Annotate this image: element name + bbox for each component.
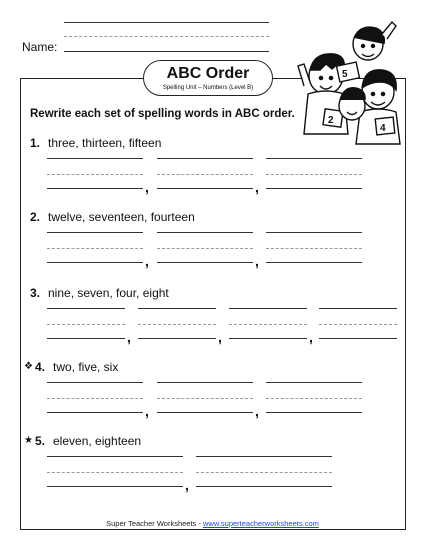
instructions: Rewrite each set of spelling words in ABC order.: [30, 108, 295, 120]
question-words: eleven, eighteen: [53, 434, 142, 448]
name-guide-mid-line: [64, 36, 269, 37]
answer-guide-top: [229, 308, 307, 309]
name-label: Name:: [22, 40, 58, 54]
comma: ,: [145, 179, 149, 195]
comma: ,: [127, 329, 131, 345]
answer-blank[interactable]: [157, 188, 253, 189]
answer-blank[interactable]: [266, 412, 362, 413]
title-block: [143, 60, 273, 96]
answer-blank[interactable]: [266, 262, 362, 263]
answer-guide-top: [266, 158, 362, 159]
comma: ,: [218, 329, 222, 345]
answer-guide-top: [47, 382, 143, 383]
answer-guide-mid: [47, 324, 125, 325]
answer-guide-top: [319, 308, 397, 309]
answer-guide-mid: [157, 398, 253, 399]
footer-link[interactable]: www.superteacherworksheets.com: [202, 519, 319, 528]
comma: ,: [255, 403, 259, 419]
answer-guide-top: [138, 308, 216, 309]
answer-blank[interactable]: [47, 486, 183, 487]
answer-blank[interactable]: [229, 338, 307, 339]
answer-guide-mid: [319, 324, 397, 325]
answer-guide-top: [47, 232, 143, 233]
question-number: 1.: [30, 136, 41, 150]
answer-blank[interactable]: [47, 188, 143, 189]
svg-text:5: 5: [342, 69, 348, 80]
answer-guide-mid: [266, 248, 362, 249]
answer-guide-top: [266, 232, 362, 233]
answer-guide-mid: [229, 324, 307, 325]
answer-guide-mid: [196, 472, 332, 473]
answer-guide-mid: [157, 174, 253, 175]
comma: ,: [255, 253, 259, 269]
answer-guide-mid: [47, 398, 143, 399]
comma: ,: [255, 179, 259, 195]
answer-blank[interactable]: [157, 262, 253, 263]
question-number: 5.: [35, 434, 46, 448]
answer-blank[interactable]: [196, 486, 332, 487]
comma: ,: [309, 329, 313, 345]
answer-blank[interactable]: [319, 338, 397, 339]
answer-blank[interactable]: [157, 412, 253, 413]
page-subtitle: Spelling Unit – Numbers (Level B): [162, 85, 254, 91]
footer: [0, 519, 425, 528]
answer-guide-top: [157, 158, 253, 159]
comma: ,: [185, 477, 189, 493]
answer-guide-top: [47, 308, 125, 309]
answer-guide-mid: [138, 324, 216, 325]
answer-blank[interactable]: [47, 338, 125, 339]
question-number: 3.: [30, 286, 41, 300]
answer-guide-top: [47, 456, 183, 457]
name-field[interactable]: [64, 51, 269, 52]
svg-text:4: 4: [380, 123, 386, 134]
question-words: two, five, six: [53, 360, 119, 374]
answer-guide-mid: [47, 472, 183, 473]
challenge-star-icon: ★: [24, 435, 33, 446]
name-guide-top-line: [64, 22, 269, 23]
question-number: 4.: [35, 360, 46, 374]
cheering-kids-icon: [296, 14, 408, 146]
answer-guide-top: [157, 382, 253, 383]
question-words: twelve, seventeen, fourteen: [48, 210, 195, 224]
answer-blank[interactable]: [266, 188, 362, 189]
answer-guide-top: [157, 232, 253, 233]
answer-guide-mid: [266, 174, 362, 175]
answer-guide-mid: [47, 248, 143, 249]
answer-blank[interactable]: [138, 338, 216, 339]
svg-text:2: 2: [328, 115, 334, 126]
answer-guide-mid: [47, 174, 143, 175]
comma: ,: [145, 253, 149, 269]
answer-blank[interactable]: [47, 262, 143, 263]
answer-guide-top: [196, 456, 332, 457]
challenge-diamond-icon: ❖: [24, 361, 33, 372]
answer-guide-top: [266, 382, 362, 383]
question-number: 2.: [30, 210, 41, 224]
comma: ,: [145, 403, 149, 419]
footer-credit: Super Teacher Worksheets -: [106, 519, 203, 528]
answer-guide-mid: [157, 248, 253, 249]
answer-blank[interactable]: [47, 412, 143, 413]
page-title: ABC Order: [166, 65, 250, 82]
answer-guide-mid: [266, 398, 362, 399]
answer-guide-top: [47, 158, 143, 159]
question-words: nine, seven, four, eight: [48, 286, 169, 300]
question-words: three, thirteen, fifteen: [48, 136, 162, 150]
